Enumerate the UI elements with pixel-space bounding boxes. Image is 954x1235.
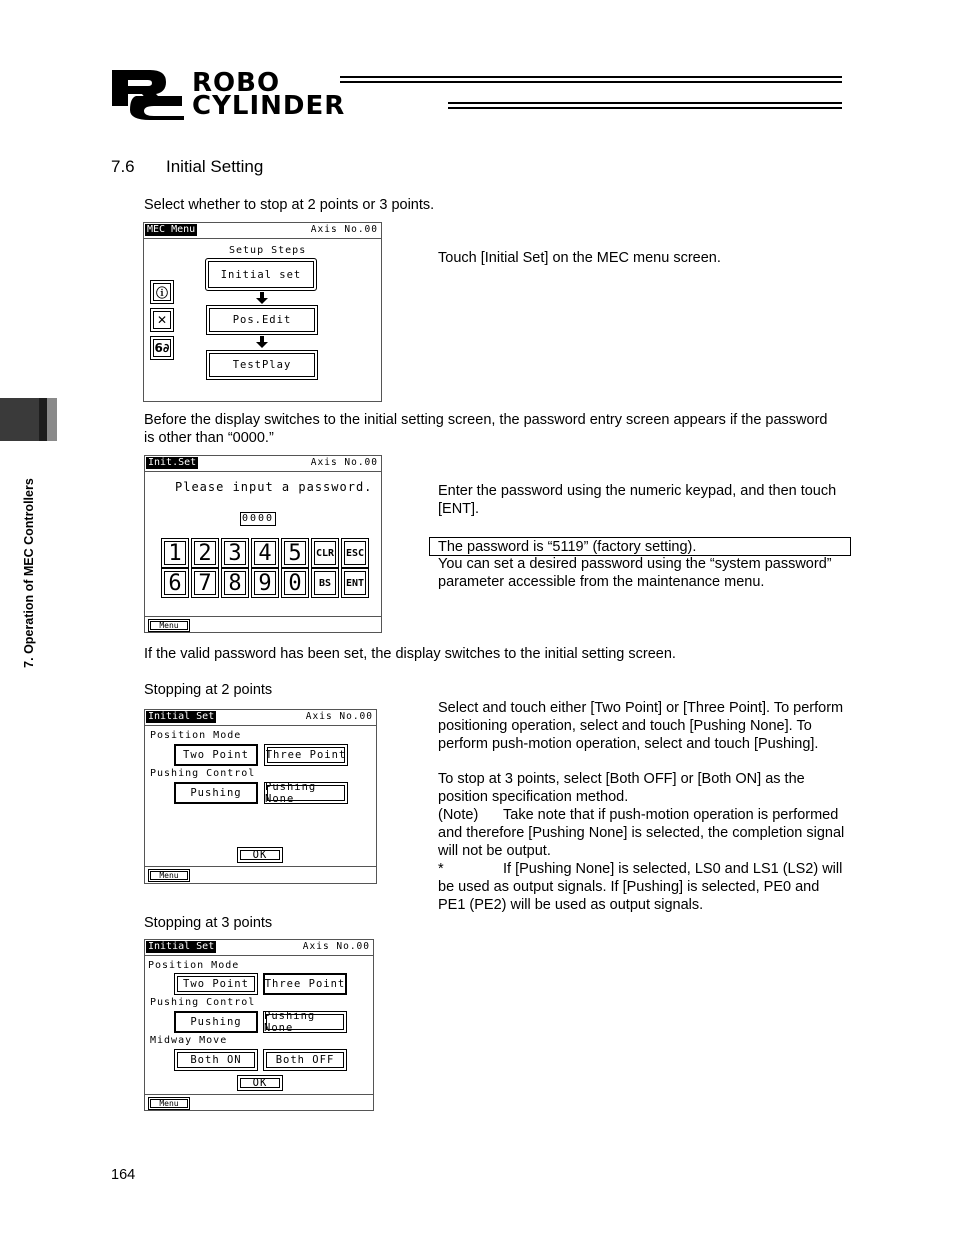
both-off-button[interactable]: Both OFF [263, 1049, 347, 1071]
both-on-button[interactable]: Both ON [174, 1049, 258, 1071]
pushing-control-label: Pushing Control [150, 768, 256, 779]
password-caption: Enter the password using the numeric keypad, and then touch [ENT]. [438, 483, 837, 517]
pushing-button[interactable]: Pushing [174, 1011, 258, 1033]
custom-password-note: You can set a desired password using the “system password” parameter accessible from the maintenance menu. [438, 556, 832, 590]
pushing-control-label: Pushing Control [150, 997, 256, 1008]
two-points-label: Stopping at 2 points [144, 682, 273, 698]
info-icon[interactable]: ⓘ [150, 280, 174, 304]
password-note: Before the display switches to the initial setting screen, the password entry screen appears if the password is other than “0000.” [144, 412, 828, 446]
ok-button[interactable]: OK [237, 847, 283, 863]
star-note-body: If [Pushing None] is selected, LS0 and LS1 (LS2) will be used as output signals. If [Pushing] is selected, PE0 and PE1 (PE2) will be used as output signals. [438, 861, 843, 913]
key-5[interactable]: 5 [281, 538, 309, 568]
factory-password-note [429, 537, 851, 556]
axis-label: Axis No.00 [302, 941, 370, 952]
initial-set-screen-3pt [144, 939, 374, 1111]
axis-label: Axis No.00 [305, 711, 373, 722]
setup-steps-label: Setup Steps [229, 245, 307, 256]
axis-label: Axis No.00 [310, 224, 378, 235]
section-number: 7.6 [111, 157, 135, 176]
factory-password-text: The password is “5119” (factory setting). [438, 539, 697, 555]
initial-set-screen-2pt [144, 709, 377, 884]
pos-edit-button[interactable]: Pos.Edit [206, 305, 318, 335]
initial-set-title: Initial Set [148, 941, 215, 952]
key-8[interactable]: 8 [221, 568, 249, 598]
ok-button[interactable]: OK [237, 1075, 283, 1091]
key-6[interactable]: 6 [161, 568, 189, 598]
tools-icon[interactable]: ✕ [150, 308, 174, 332]
key-bs[interactable]: BS [311, 568, 339, 598]
password-prompt: Please input a password. [175, 480, 373, 494]
three-point-button[interactable]: Three Point [264, 744, 348, 766]
midway-move-label: Midway Move [150, 1035, 228, 1046]
key-7[interactable]: 7 [191, 568, 219, 598]
note-label: (Note) [438, 807, 479, 823]
pushing-button[interactable]: Pushing [174, 782, 258, 804]
note-text [438, 806, 848, 860]
testplay-button[interactable]: TestPlay [206, 350, 318, 380]
intro-text: Select whether to stop at 2 points or 3 points. [144, 197, 435, 213]
pushing-none-button[interactable]: Pushing None [264, 782, 348, 804]
note-body: Take note that if push-motion operation is performed and therefore [Pushing None] is selected, the completion signal will not be output. [438, 807, 845, 859]
glasses-icon[interactable]: 6∂ [150, 336, 174, 360]
key-esc[interactable]: ESC [341, 538, 369, 568]
logo-rule-bottom [448, 102, 842, 109]
password-screen [144, 455, 382, 633]
mec-menu-title: MEC Menu [147, 224, 196, 235]
logo-rule-top [340, 76, 842, 83]
axis-label: Axis No.00 [310, 457, 378, 468]
position-mode-label: Position Mode [148, 960, 240, 971]
description-p1: Select and touch either [Two Point] or [Three Point]. To perform positioning operation, select and touch [Pushing None]. To perform push-motion operation, select and touch [Pushing]. [438, 700, 844, 752]
rc-logo-icon [110, 68, 186, 120]
three-point-button[interactable]: Three Point [263, 973, 347, 995]
logo [110, 68, 842, 120]
mec-menu-screen [143, 222, 382, 402]
star-note [438, 860, 848, 914]
key-3[interactable]: 3 [221, 538, 249, 568]
side-tab [0, 398, 57, 441]
logo-cylinder: CYLINDER [192, 91, 346, 121]
page-number: 164 [111, 1167, 136, 1183]
position-mode-label: Position Mode [150, 730, 242, 741]
pushing-none-button[interactable]: Pushing None [263, 1011, 347, 1033]
valid-password-note: If the valid password has been set, the display switches to the initial setting screen. [144, 646, 676, 662]
description-p2: To stop at 3 points, select [Both OFF] or [Both ON] as the position specification method. [438, 771, 805, 805]
two-point-button[interactable]: Two Point [174, 973, 258, 995]
key-9[interactable]: 9 [251, 568, 279, 598]
key-2[interactable]: 2 [191, 538, 219, 568]
initial-set-button[interactable]: Initial set [205, 258, 317, 291]
initial-set-title: Initial Set [148, 711, 215, 722]
menu-button[interactable]: Menu [148, 869, 190, 882]
menu-button[interactable]: Menu [148, 1097, 190, 1110]
key-0[interactable]: 0 [281, 568, 309, 598]
section-title: Initial Setting [166, 157, 264, 176]
side-tab-label: 7. Operation of MEC Controllers [22, 478, 36, 668]
password-field[interactable]: 0000 [242, 513, 275, 524]
key-4[interactable]: 4 [251, 538, 279, 568]
init-set-title: Init.Set [148, 457, 197, 468]
key-ent[interactable]: ENT [341, 568, 369, 598]
logo-robo: ROBO [192, 68, 281, 98]
key-clr[interactable]: CLR [311, 538, 339, 568]
star-mark: * [438, 861, 444, 877]
three-points-label: Stopping at 3 points [144, 915, 273, 931]
key-1[interactable]: 1 [161, 538, 189, 568]
menu-button[interactable]: Menu [148, 619, 190, 632]
mec-menu-caption: Touch [Initial Set] on the MEC menu screen. [438, 250, 721, 266]
two-point-button[interactable]: Two Point [174, 744, 258, 766]
